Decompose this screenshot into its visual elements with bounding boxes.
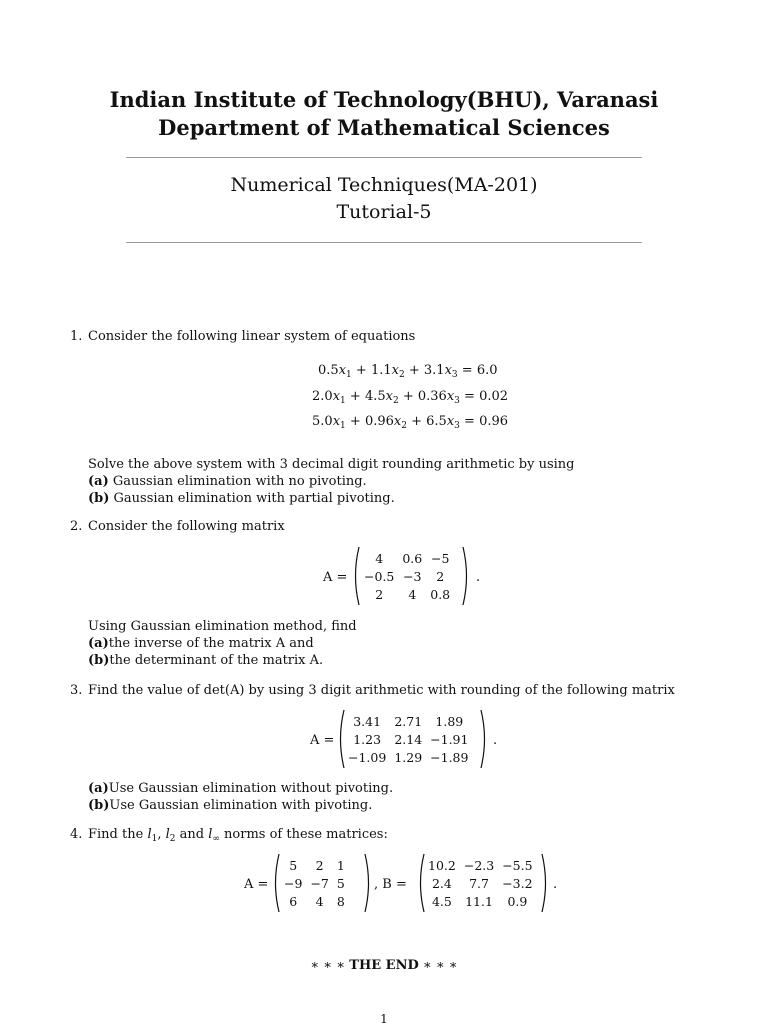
instruction: Solve the above system with 3 decimal digit rounding arithmetic by using [88, 457, 575, 472]
matrix-b: 10.2 −2.3 −5.5 2.4 7.7 −3.2 4.5 11.1 0.9 [428, 857, 533, 909]
equation-1: $0.5x_1 + 1.1x_2 + 3.1x_3 = 6.0$ [318, 363, 498, 380]
course-heading [0, 172, 768, 226]
question-number: 2. [70, 519, 83, 534]
document-page: Indian Institute of Technology(BHU), Varanasi Department of Mathematical Sciences Numerical Techniques(MA-201) Tutorial-5 1. Consider the following linear system of equations $0.5x_1 + 1.1x_2 + 3.1x_3 = 6.0$ $2.0x_1 + 4.5x_2 + 0.36x_3 = 0.02$ $5.0x_1 + 0.96x_2 + 6.5x_3 = 0.96$ Solve the above system with 3 decimal digit rounding arithmetic by using (a) Gaussian elimination with no pivoting. (b) Gaussian elimination with partial pivoting. 2. Consider the following matrix A = 4 0.6 −5 −0.5 −3 2 2 4 0.8 . Using Gaussian elimination method, find (a)the inverse of the matrix A and (b)the determinant of the matrix A. 3. Find the value of det(A) by using 3 digit arithmetic with rounding of the following matrix A = 3.41 2.71 1.89 1.23 2.14 −1.91 −1.09 1.29 −1.89 . (a)Use Gaussian elimination without pivoting. (b)Use Gaussian elimination with pivoting. 4. Find the $l_1$, $l_2$ and $l_\infty$ norms of these matrices: A = 5 2 1 −9 −7 5 6 4 8 , B = 10.2 −2.3 −5.5 2.4 7.7 −3.2 4.5 11.1 0.9 . ∗ ∗ ∗ THE END ∗ ∗ ∗ 1 [0, 0, 768, 1024]
header-rule-bottom [126, 242, 642, 243]
right-paren-icon [479, 709, 489, 769]
question-intro: Find the value of det(A) by using 3 digit arithmetic with rounding of the following matrix [88, 683, 675, 698]
part-b: (b)the determinant of the matrix A. [88, 653, 324, 668]
matrix-label: A = [323, 570, 348, 585]
part-a: (a)Use Gaussian elimination without pivoting. [88, 781, 394, 796]
equation-2: $2.0x_1 + 4.5x_2 + 0.36x_3 = 0.02$ [312, 389, 509, 406]
matrix-b-label: , B = [374, 877, 407, 892]
tutorial-title: Tutorial-5 [336, 201, 432, 223]
part-a: (a)the inverse of the matrix A and [88, 636, 314, 651]
matrix-label: A = [310, 733, 335, 748]
question-intro: Consider the following matrix [88, 519, 285, 534]
part-b: (b)Use Gaussian elimination with pivoting. [88, 798, 373, 813]
matrix-2: 4 0.6 −5 −0.5 −3 2 2 4 0.8 [364, 550, 451, 602]
end-marker: ∗ ∗ ∗ THE END ∗ ∗ ∗ [310, 958, 458, 973]
institute-name: Indian Institute of Technology(BHU), Varanasi [109, 87, 659, 112]
course-title: Numerical Techniques(MA-201) [230, 174, 538, 196]
department-name: Department of Mathematical Sciences [158, 115, 610, 140]
right-paren-icon [461, 546, 471, 606]
instruction: Using Gaussian elimination method, find [88, 619, 357, 634]
question-intro: Find the $l_1$, $l_2$ and $l_\infty$ norms of these matrices: [88, 827, 388, 844]
part-a: (a) Gaussian elimination with no pivoting. [88, 474, 367, 489]
institute-heading [0, 86, 768, 142]
question-number: 4. [70, 827, 83, 842]
question-1-parts [88, 456, 575, 507]
question-2-parts [88, 618, 357, 669]
question-3-parts [88, 780, 393, 814]
page-number: 1 [380, 1012, 388, 1026]
question-number: 3. [70, 683, 83, 698]
question-number: 1. [70, 329, 83, 344]
right-paren-icon [363, 853, 373, 913]
equation-3: $5.0x_1 + 0.96x_2 + 6.5x_3 = 0.96$ [312, 414, 509, 431]
matrix-a-label: A = [244, 877, 269, 892]
question-intro: Consider the following linear system of equations [88, 329, 416, 344]
right-paren-icon [540, 853, 550, 913]
header-rule-top [126, 157, 642, 158]
part-b: (b) Gaussian elimination with partial pivoting. [88, 491, 395, 506]
matrix-a: 5 2 1 −9 −7 5 6 4 8 [284, 857, 345, 909]
matrix-3: 3.41 2.71 1.89 1.23 2.14 −1.91 −1.09 1.29 −1.89 [348, 713, 469, 765]
